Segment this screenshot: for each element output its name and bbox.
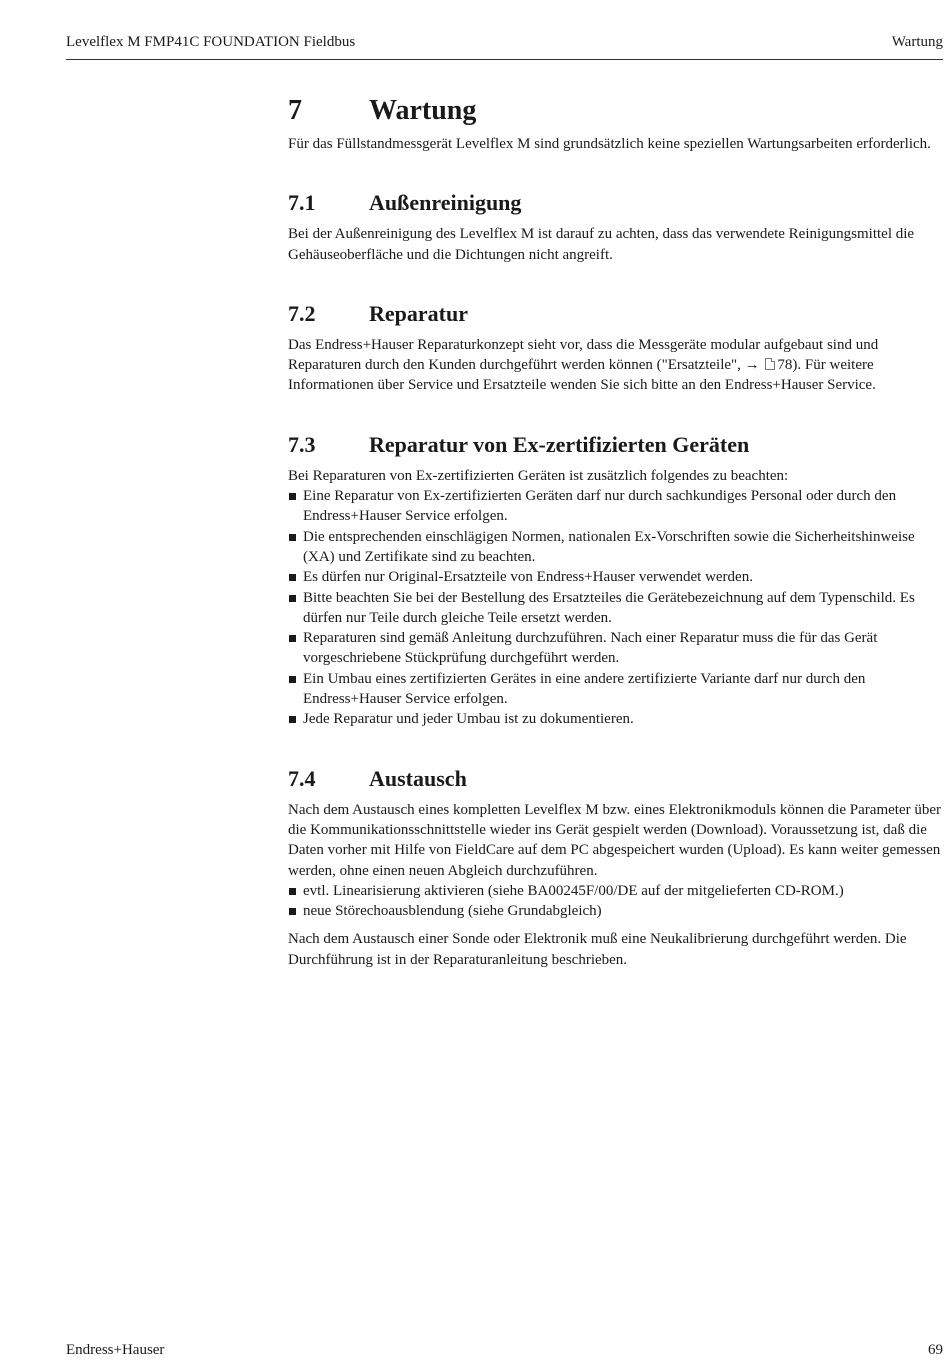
list-item-text: neue Störechoausblendung (siehe Grundabgleich) [303, 903, 602, 920]
header-document-title: Levelflex M FMP41C FOUNDATION Fieldbus [66, 34, 356, 50]
section-intro: Bei Reparaturen von Ex-zertifizierten Geräten ist zusätzlich folgendes zu beachten: [288, 467, 789, 484]
bullet-square-icon [289, 635, 296, 642]
section-title: Außenreinigung [369, 190, 522, 216]
bullet-square-icon [289, 908, 296, 915]
header-chapter-name: Wartung [891, 34, 943, 50]
section-7-1 [288, 188, 943, 265]
chapter-intro: Für das Füllstandmessgerät Levelflex M sind grundsätzlich keine speziellen Wartungsarbeiten erforderlich. [288, 136, 931, 152]
arrow-right-icon: → [744, 357, 760, 374]
list-item [288, 486, 943, 527]
list-item-text: Ein Umbau eines zertifizierten Gerätes in eine andere zertifizierte Variante darf nur durch den Endress+Hauser Service erfolgen. [303, 670, 866, 708]
bullet-square-icon [289, 595, 296, 602]
bullet-square-icon [289, 493, 296, 500]
section-text: Bei der Außenreinigung des Levelflex M ist darauf zu achten, dass das verwendete Reinigungsmittel die Gehäuseoberfläche und die Dichtungen nicht angreift. [288, 226, 915, 263]
section-heading [288, 299, 943, 329]
section-text [288, 335, 943, 396]
list-item-text: Reparaturen sind gemäß Anleitung durchzuführen. Nach einer Reparatur muss die für das Gerät vorgeschriebene Stückprüfung durchgeführt werden. [303, 630, 878, 667]
bullet-square-icon [289, 676, 296, 683]
section-title: Austausch [369, 765, 467, 791]
section-text: Nach dem Austausch eines kompletten Levelflex M bzw. eines Elektronikmoduls können die Parameter über die Kommunikationsschnittstelle wieder ins Gerät gespielt werden (Download). Voraussetzung ist, daß die Daten vorher mit Hilfe von FieldCare auf dem PC abgespeichert wurden (Upload). Es kann weiter gemessen werden, ohne einen neuen Abgleich durchzuführen. [288, 801, 942, 879]
list-item [288, 669, 943, 710]
section-number: 7.4 [288, 765, 316, 791]
section-heading [288, 764, 943, 794]
section-number: 7.2 [288, 300, 316, 326]
page-header [66, 32, 943, 60]
section-7-3 [288, 430, 943, 730]
bullet-list [288, 486, 943, 730]
list-item-text: Es dürfen nur Original-Ersatzteile von Endress+Hauser verwendet werden. [303, 569, 753, 586]
section-text-part-b: ). Für weitere Informationen über Service und Ersatzteile wenden Sie sich bitte an den Endress+Hauser Service. [288, 357, 876, 394]
bullet-square-icon [289, 716, 296, 723]
list-item-text: Jede Reparatur und jeder Umbau ist zu dokumentieren. [303, 711, 634, 728]
page-reference-icon [765, 358, 775, 370]
list-item-text: Die entsprechenden einschlägigen Normen, nationalen Ex-Vorschriften sowie die Sicherheitshinweise (XA) und Zertifikate sind zu beachten. [303, 528, 915, 565]
list-item-text: Bitte beachten Sie bei der Bestellung des Ersatzteiles die Gerätebezeichnung auf dem Typenschild. Es dürfen nur Teile durch gleiche Teile ersetzt werden. [303, 589, 915, 626]
chapter-number: 7 [288, 95, 302, 126]
list-item [288, 588, 943, 629]
list-item [288, 567, 943, 587]
chapter-heading [288, 94, 943, 128]
page-number: 69 [928, 1342, 943, 1358]
list-item-text: evtl. Linearisierung aktivieren (siehe BA00245F/00/DE auf der mitgelieferten CD-ROM.) [303, 882, 844, 899]
section-7-4 [288, 764, 943, 970]
section-title: Reparatur [369, 300, 468, 326]
section-heading [288, 430, 943, 460]
page-reference-number[interactable]: 78 [777, 357, 793, 374]
section-number: 7.3 [288, 431, 316, 457]
chapter-title: Wartung [369, 95, 477, 126]
list-item [288, 527, 943, 568]
list-item-text: Eine Reparatur von Ex-zertifizierten Geräten darf nur durch sachkundiges Personal oder durch den Endress+Hauser Service erfolgen. [303, 488, 897, 525]
page-content [288, 94, 943, 970]
list-item [288, 709, 943, 729]
footer-company: Endress+Hauser [66, 1342, 165, 1358]
section-text: Nach dem Austausch einer Sonde oder Elektronik muß eine Neukalibrierung durchgeführt werden. Die Durchführung ist in der Reparaturanleitung beschrieben. [288, 931, 907, 968]
bullet-list [288, 881, 943, 922]
page-footer [66, 1340, 943, 1360]
list-item [288, 881, 943, 901]
bullet-square-icon [289, 574, 296, 581]
list-item [288, 628, 943, 669]
section-7-2 [288, 299, 943, 396]
section-heading [288, 188, 943, 218]
list-item [288, 901, 943, 921]
section-text-part-a: Das Endress+Hauser Reparaturkonzept sieht vor, dass die Messgeräte modular aufgebaut sind und Reparaturen durch den Kunden durchgeführt werden können ("Ersatzteile", [288, 336, 879, 374]
section-number: 7.1 [288, 190, 316, 216]
bullet-square-icon [289, 888, 296, 895]
bullet-square-icon [289, 534, 296, 541]
section-title: Reparatur von Ex-zertifizierten Geräten [369, 431, 750, 457]
